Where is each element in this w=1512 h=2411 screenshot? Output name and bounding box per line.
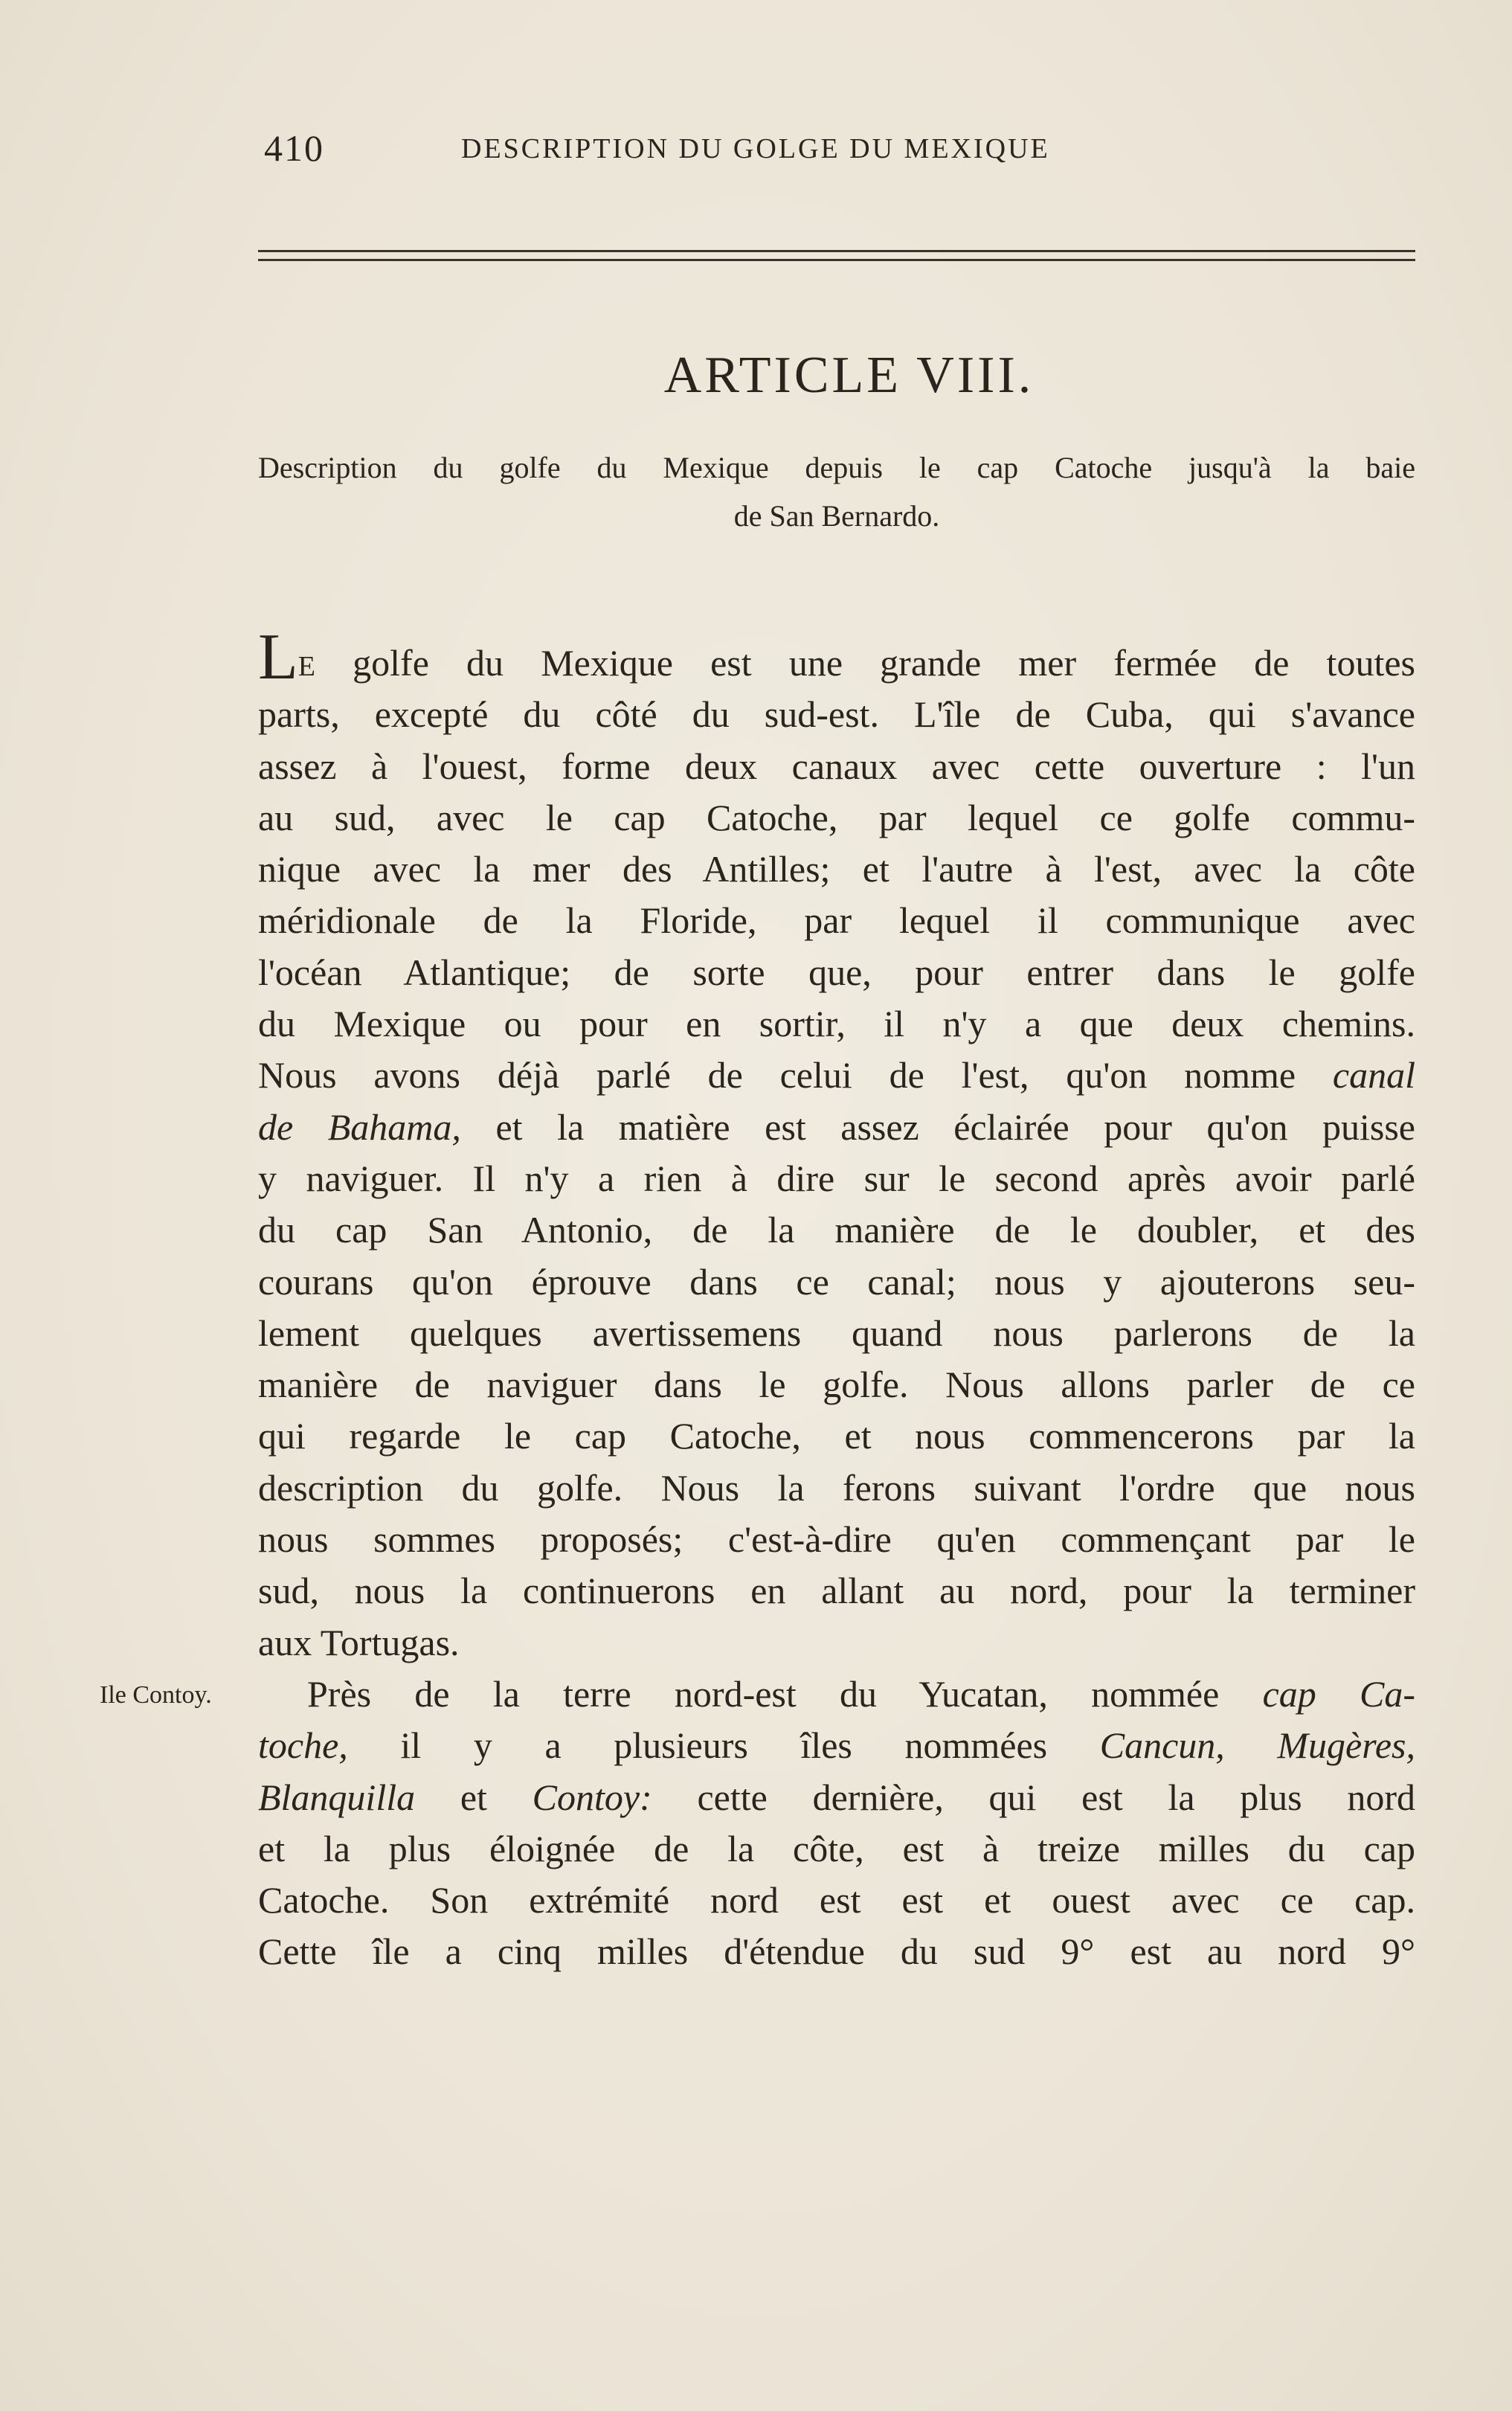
text-segment: description du golfe. Nous la ferons suivant l'ordre que nous xyxy=(258,1466,1415,1509)
text-line xyxy=(258,1875,1415,1926)
text-line xyxy=(258,1463,1415,1514)
body-text xyxy=(258,621,1416,1978)
running-title: DESCRIPTION DU GOLGE DU MEXIQUE xyxy=(461,133,1050,164)
text-line xyxy=(258,947,1415,998)
article-title: ARTICLE VIII. xyxy=(663,347,1035,404)
italic-text: canal xyxy=(1332,1054,1415,1097)
text-line xyxy=(258,689,1415,740)
text-line xyxy=(258,1204,1415,1256)
page-number: 410 xyxy=(264,127,324,169)
text-segment: et xyxy=(415,1776,533,1818)
text-segment: nous sommes proposés; c'est-à-dire qu'en commençant par le xyxy=(258,1518,1415,1561)
text-segment: courans qu'on éprouve dans ce canal; nous y ajouterons seu- xyxy=(258,1260,1415,1303)
text-segment: Près de la terre nord-est du Yucatan, nommée xyxy=(307,1672,1263,1715)
text-line xyxy=(258,1359,1415,1410)
text-segment: du Mexique ou pour en sortir, il n'y a que deux chemins. xyxy=(258,1003,1415,1045)
text-segment: assez à l'ouest, forme deux canaux avec cette ouverture : l'un xyxy=(258,745,1415,787)
text-segment: méridionale de la Floride, par lequel il communique avec xyxy=(258,899,1415,942)
text-segment: sud, nous la continuerons en allant au nord, pour la terminer xyxy=(258,1570,1415,1612)
text-line xyxy=(258,1669,1415,1720)
article-subtitle-line-2: de San Bernardo. xyxy=(733,499,940,533)
text-segment: parts, excepté du côté du sud-est. L'île de Cuba, qui s'avance xyxy=(258,693,1415,736)
margin-note: Ile Contoy. xyxy=(100,1681,212,1709)
text-line xyxy=(258,1617,1415,1669)
text-line xyxy=(258,621,1415,693)
text-segment: Cette île a cinq milles d'étendue du sud 9° est au nord 9° xyxy=(258,1930,1415,1973)
text-line xyxy=(258,844,1415,895)
text-segment: au sud, avec le cap Catoche, par lequel ce golfe commu- xyxy=(258,796,1415,838)
text-line xyxy=(258,1772,1415,1823)
text-line xyxy=(258,1102,1415,1153)
text-segment: l'océan Atlantique; de sorte que, pour entrer dans le golfe xyxy=(258,951,1415,993)
italic-text: Cancun, Mugères, xyxy=(1099,1724,1415,1767)
text-segment: E xyxy=(297,651,315,682)
text-segment: manière de naviguer dans le golfe. Nous allons parler de ce xyxy=(258,1364,1415,1406)
drop-cap: L xyxy=(258,621,298,693)
text-segment: du cap San Antonio, de la manière de le doubler, et des xyxy=(258,1209,1415,1251)
header-rule-top xyxy=(258,250,1415,252)
text-line xyxy=(258,1308,1415,1359)
text-line xyxy=(258,1050,1415,1101)
text-line xyxy=(258,895,1415,946)
text-segment: lement quelques avertissemens quand nous parlerons de la xyxy=(258,1312,1415,1354)
text-segment: et la matière est assez éclairée pour qu'on puisse xyxy=(460,1105,1416,1148)
text-segment: cette dernière, qui est la plus nord xyxy=(652,1776,1415,1818)
text-segment: aux Tortugas. xyxy=(258,1621,460,1663)
text-line xyxy=(258,1823,1415,1875)
text-segment: Nous avons déjà parlé de celui de l'est, qu'on nomme xyxy=(258,1054,1333,1097)
text-segment: et la plus éloignée de la côte, est à treize milles du cap xyxy=(258,1827,1415,1869)
text-line xyxy=(258,1514,1415,1565)
text-line xyxy=(258,792,1415,844)
text-line xyxy=(258,1410,1415,1462)
text-segment: Catoche. Son extrémité nord est est et ouest avec ce cap. xyxy=(258,1879,1415,1922)
text-line xyxy=(258,741,1415,792)
running-header xyxy=(264,126,1231,179)
text-segment: qui regarde le cap Catoche, et nous commencerons par la xyxy=(258,1415,1415,1457)
text-line xyxy=(258,1565,1415,1617)
text-segment: nique avec la mer des Antilles; et l'autre à l'est, avec la côte xyxy=(258,848,1415,890)
header-rule-bottom xyxy=(258,259,1415,261)
article-subtitle-line-1: Description du golfe du Mexique depuis le cap Catoche jusqu'à la baie xyxy=(258,451,1415,484)
text-line xyxy=(258,1153,1415,1204)
italic-text: toche, xyxy=(258,1724,348,1767)
italic-text: cap Ca- xyxy=(1262,1672,1415,1715)
text-segment: il y a plusieurs îles nommées xyxy=(347,1724,1100,1767)
text-line xyxy=(258,998,1415,1050)
italic-text: Contoy: xyxy=(532,1776,652,1818)
text-line xyxy=(258,1256,1415,1308)
text-line xyxy=(258,1926,1415,1977)
text-line xyxy=(258,1720,1415,1771)
italic-text: Blanquilla xyxy=(258,1776,416,1818)
italic-text: de Bahama, xyxy=(258,1105,461,1148)
text-segment: golfe du Mexique est une grande mer fermée de toutes xyxy=(315,642,1415,684)
text-segment: y naviguer. Il n'y a rien à dire sur le second après avoir parlé xyxy=(258,1157,1415,1199)
